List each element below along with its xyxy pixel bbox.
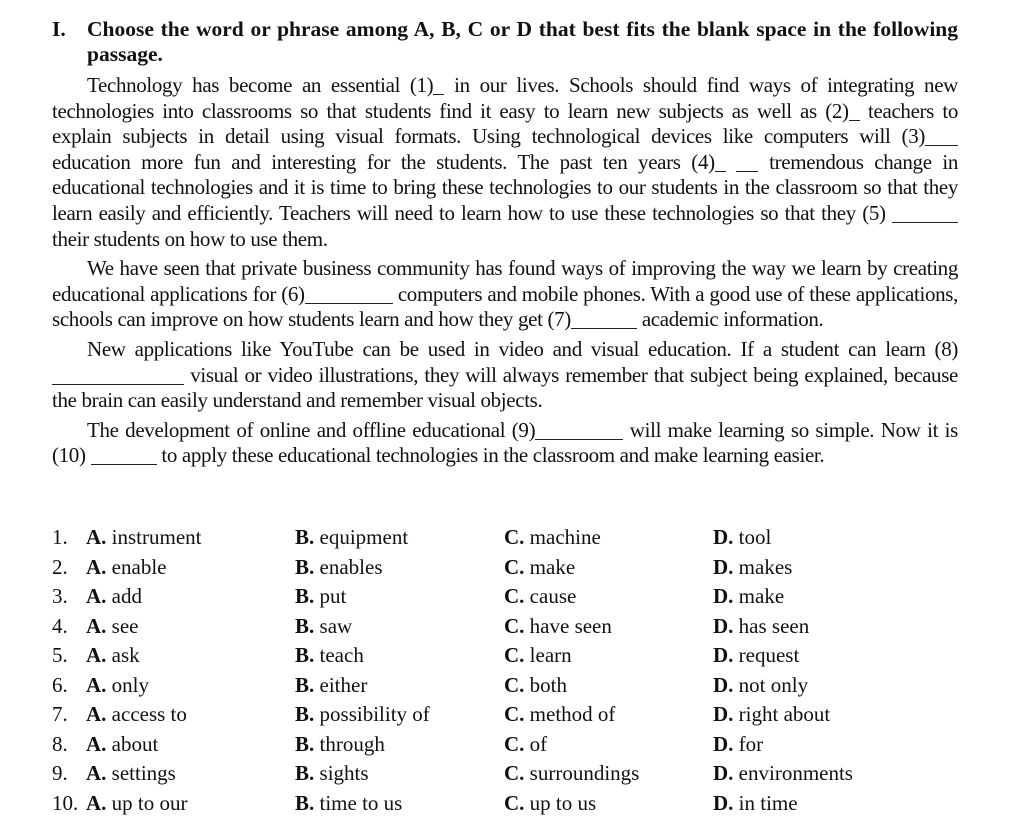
option-text: up to our	[106, 790, 188, 815]
answer-option-c[interactable]	[504, 525, 601, 550]
option-letter: C.	[504, 643, 525, 667]
passage-text: teachers to explain subjects in detail using visual formats. Using technological devices like computers will (3)	[52, 98, 958, 149]
option-letter: B.	[295, 584, 315, 608]
option-letter: B.	[295, 731, 315, 756]
answer-option-d[interactable]	[713, 584, 784, 609]
option-letter: B.	[295, 761, 315, 785]
option-text: machine	[524, 525, 601, 549]
option-text: request	[733, 643, 800, 667]
option-text: right about	[733, 702, 831, 726]
option-letter: A.	[86, 643, 107, 667]
passage-text: will make learning so simple. Now it is (10)	[52, 417, 958, 468]
option-letter: C.	[504, 790, 525, 815]
question-row	[52, 761, 958, 791]
passage-text: education more fun and interesting for the students. The past ten years (4)	[52, 149, 715, 174]
option-text: for	[733, 731, 764, 756]
question-number: 1.	[52, 525, 68, 549]
exercise-heading	[52, 17, 958, 67]
option-text: surroundings	[524, 761, 640, 785]
option-text: time to us	[314, 790, 403, 815]
option-letter: D.	[713, 790, 734, 815]
answer-blank	[892, 201, 958, 223]
option-letter: C.	[504, 613, 525, 638]
option-letter: D.	[713, 584, 734, 608]
option-letter: D.	[713, 525, 734, 549]
question-row	[52, 702, 958, 732]
answer-option-b[interactable]	[295, 732, 385, 757]
passage-text: We have seen that private business community has found ways of improving the way we learn by creating educational applications for (6)	[52, 256, 958, 306]
answer-option-a[interactable]	[86, 614, 139, 639]
exercise-instruction: Choose the word or phrase among A, B, C or D that best fits the blank space in the following passage.	[87, 17, 958, 66]
answer-option-d[interactable]	[713, 702, 830, 727]
question-row	[52, 791, 958, 821]
question-number: 8.	[52, 731, 68, 756]
answer-option-d[interactable]	[713, 643, 799, 668]
answer-options	[52, 525, 958, 820]
option-letter: D.	[713, 643, 734, 667]
answer-option-c[interactable]	[504, 555, 575, 580]
option-letter: D.	[713, 554, 734, 579]
answer-option-b[interactable]	[295, 673, 367, 698]
passage-text: academic information.	[636, 307, 824, 332]
option-text: add	[106, 584, 142, 608]
answer-option-a[interactable]	[86, 732, 158, 757]
option-letter: B.	[295, 643, 315, 667]
answer-option-b[interactable]	[295, 584, 346, 609]
answer-blank	[52, 363, 184, 385]
passage-text: their students on how to use them.	[52, 226, 328, 251]
answer-option-d[interactable]	[713, 555, 792, 580]
passage-text: visual or video illustrations, they will always remember that subject being explained, because the brain can easily understand and remember visual objects.	[52, 362, 958, 413]
answer-option-b[interactable]	[295, 555, 383, 580]
option-letter: D.	[713, 761, 734, 785]
option-text: equipment	[314, 525, 409, 549]
option-text: about	[106, 731, 159, 756]
answer-option-b[interactable]	[295, 702, 430, 727]
answer-option-d[interactable]	[713, 673, 808, 698]
option-letter: A.	[86, 525, 107, 549]
option-letter: A.	[86, 672, 107, 697]
option-letter: B.	[295, 790, 315, 815]
answer-option-b[interactable]	[295, 791, 402, 816]
option-text: put	[314, 584, 347, 608]
answer-option-c[interactable]	[504, 673, 567, 698]
question-number: 5.	[52, 643, 68, 667]
option-text: cause	[524, 584, 577, 608]
answer-option-b[interactable]	[295, 614, 352, 639]
option-letter: A.	[86, 790, 107, 815]
option-text: has seen	[733, 613, 810, 638]
question-row	[52, 732, 958, 762]
passage-paragraph	[52, 418, 958, 469]
answer-option-b[interactable]	[295, 643, 364, 668]
option-text: saw	[314, 613, 353, 638]
question-number: 10.	[52, 790, 79, 815]
option-letter: B.	[295, 702, 315, 726]
option-text: through	[314, 731, 385, 756]
answer-blank	[571, 307, 637, 329]
option-letter: C.	[504, 525, 525, 549]
option-text: teach	[314, 643, 364, 667]
answer-option-c[interactable]	[504, 643, 572, 668]
question-row	[52, 643, 958, 673]
question-number: 4.	[52, 613, 68, 638]
question-row	[52, 525, 958, 555]
question-number: 3.	[52, 584, 68, 608]
option-text: makes	[733, 554, 793, 579]
option-text: enables	[314, 554, 383, 579]
answer-blank	[535, 418, 623, 440]
question-row	[52, 673, 958, 703]
answer-option-c[interactable]	[504, 702, 615, 727]
answer-option-d[interactable]	[713, 791, 798, 816]
passage-text: in our lives. Schools should find ways of integrating new technologies into classrooms so that students find it easy to learn new subjects as well as (2)	[52, 73, 958, 123]
answer-blank	[433, 73, 444, 95]
passage-paragraph	[52, 337, 958, 414]
option-letter: A.	[86, 702, 107, 726]
answer-option-b[interactable]	[295, 761, 369, 786]
option-text: learn	[524, 643, 572, 667]
passage-text: tremendous change in educational technologies and it is time to bring these technologies to our students in the classroom so that they learn easily and efficiently. Teachers will need to learn how to use these technologies so that they (5)	[52, 149, 958, 225]
answer-blank	[715, 150, 726, 172]
answer-option-c[interactable]	[504, 791, 596, 816]
answer-blank	[305, 282, 393, 304]
option-text: see	[106, 613, 139, 638]
option-text: access to	[106, 702, 187, 726]
option-text: enable	[106, 554, 167, 579]
option-text: up to us	[524, 790, 597, 815]
answer-option-c[interactable]	[504, 732, 547, 757]
option-text: of	[524, 731, 548, 756]
answer-option-a[interactable]	[86, 761, 176, 786]
reading-passage	[52, 73, 958, 473]
answer-option-a[interactable]	[86, 643, 140, 668]
answer-blank	[91, 443, 157, 465]
option-letter: D.	[713, 613, 734, 638]
option-letter: D.	[713, 672, 734, 697]
question-number: 9.	[52, 761, 68, 785]
question-number: 7.	[52, 702, 68, 726]
passage-paragraph	[52, 73, 958, 252]
passage-text: Technology has become an essential (1)	[87, 73, 434, 97]
answer-blank	[736, 150, 758, 172]
option-letter: C.	[504, 672, 525, 697]
option-text: tool	[733, 525, 772, 549]
option-text: either	[314, 672, 368, 697]
option-text: both	[524, 672, 568, 697]
question-row	[52, 584, 958, 614]
option-text: only	[106, 672, 150, 697]
passage-text: to apply these educational technologies in the classroom and make learning easier.	[156, 443, 825, 468]
option-letter: B.	[295, 525, 315, 549]
answer-option-a[interactable]	[86, 702, 187, 727]
option-letter: B.	[295, 554, 315, 579]
question-number: 6.	[52, 672, 68, 697]
answer-option-c[interactable]	[504, 761, 639, 786]
answer-option-d[interactable]	[713, 614, 809, 639]
question-number: 2.	[52, 554, 68, 579]
answer-option-d[interactable]	[713, 732, 763, 757]
option-text: make	[524, 554, 576, 579]
answer-option-a[interactable]	[86, 791, 188, 816]
answer-option-a[interactable]	[86, 525, 202, 550]
option-letter: B.	[295, 613, 315, 638]
passage-text: The development of online and offline educational (9)	[87, 417, 536, 442]
answer-blank	[925, 124, 958, 146]
option-text: environments	[733, 761, 853, 785]
option-text: settings	[106, 761, 176, 785]
passage-text: New applications like YouTube can be used in video and visual education. If a student can learn (8)	[87, 336, 958, 361]
option-letter: C.	[504, 731, 525, 756]
answer-option-b[interactable]	[295, 525, 408, 550]
option-text: method of	[524, 702, 616, 726]
option-letter: C.	[504, 584, 525, 608]
answer-option-d[interactable]	[713, 525, 771, 550]
option-text: not only	[733, 672, 809, 697]
answer-option-a[interactable]	[86, 555, 166, 580]
answer-option-d[interactable]	[713, 761, 853, 786]
answer-option-a[interactable]	[86, 673, 149, 698]
answer-option-a[interactable]	[86, 584, 142, 609]
option-letter: A.	[86, 761, 107, 785]
question-row	[52, 614, 958, 644]
option-text: ask	[106, 643, 140, 667]
option-text: instrument	[106, 525, 202, 549]
option-text: make	[733, 584, 785, 608]
option-letter: C.	[504, 702, 525, 726]
option-letter: D.	[713, 702, 734, 726]
option-letter: A.	[86, 554, 107, 579]
option-letter: D.	[713, 731, 734, 756]
answer-option-c[interactable]	[504, 614, 612, 639]
exercise-number: I.	[52, 17, 66, 41]
option-text: possibility of	[314, 702, 430, 726]
passage-paragraph	[52, 256, 958, 333]
answer-blank	[849, 99, 860, 121]
option-letter: C.	[504, 554, 525, 579]
option-letter: B.	[295, 672, 315, 697]
option-text: have seen	[524, 613, 612, 638]
option-text: sights	[314, 761, 369, 785]
passage-text	[726, 150, 737, 174]
option-letter: C.	[504, 761, 525, 785]
option-letter: A.	[86, 584, 107, 608]
passage-text: computers and mobile phones. With a good use of these applications, schools can improve on how students learn and how they get (7)	[52, 281, 958, 332]
option-text: in time	[733, 790, 798, 815]
option-letter: A.	[86, 731, 107, 756]
option-letter: A.	[86, 613, 107, 638]
answer-option-c[interactable]	[504, 584, 576, 609]
question-row	[52, 555, 958, 585]
